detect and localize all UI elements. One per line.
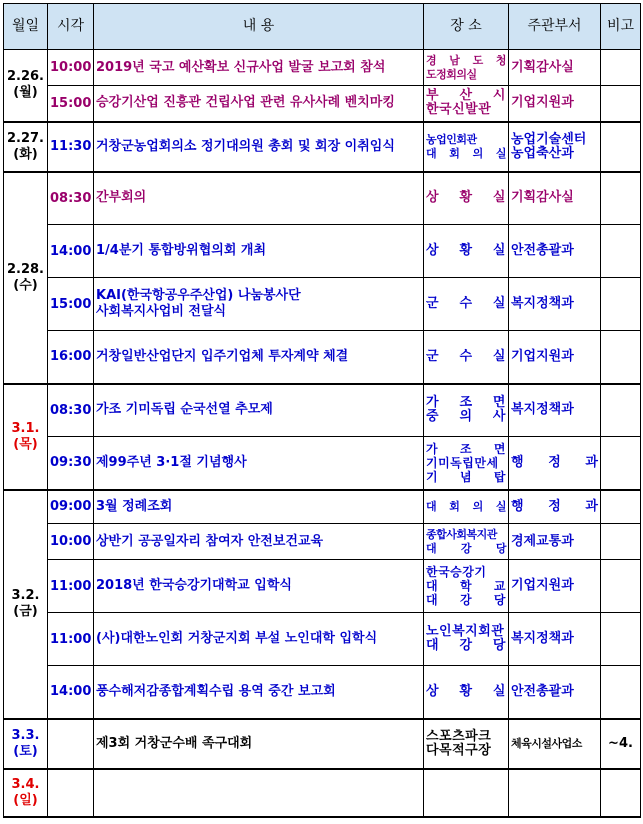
table-row xyxy=(4,719,641,769)
dept-line: 기업지원과 xyxy=(511,95,574,111)
time-cell: 16:00 xyxy=(48,331,94,384)
dept-line: 기획감사실 xyxy=(511,59,574,75)
note-cell xyxy=(601,769,641,817)
dept-line: 안전총괄과 xyxy=(511,683,574,699)
dept-line: 농업축산과 xyxy=(511,145,574,161)
dept-cell xyxy=(509,278,601,331)
place-line: 군 수 실 xyxy=(426,348,506,364)
date-cell xyxy=(4,384,48,490)
header-content: 내 용 xyxy=(94,4,424,50)
weekday-label: (월) xyxy=(13,85,38,101)
content-cell xyxy=(94,666,424,719)
table-row xyxy=(4,50,641,86)
date-label: 2.28. xyxy=(6,261,44,277)
place-line: 대 강 당 xyxy=(426,638,506,653)
content-cell xyxy=(94,613,424,666)
time-cell: 15:00 xyxy=(48,86,94,122)
date-cell xyxy=(4,719,48,769)
note-cell xyxy=(601,331,641,384)
time-cell: 11:30 xyxy=(48,122,94,172)
date-cell xyxy=(4,172,48,384)
event-content: 제99주년 3·1절 기념행사 xyxy=(96,454,247,470)
dept-line: 기획감사실 xyxy=(511,190,574,206)
place-line: 부 산 시 xyxy=(426,88,506,104)
event-content: KAI(한국항공우주산업) 나눔봉사단 사회복지사업비 전달식 xyxy=(96,288,301,319)
time-cell: 15:00 xyxy=(48,278,94,331)
place-line: 기 념 탑 xyxy=(426,469,506,484)
content-cell xyxy=(94,122,424,172)
note-cell xyxy=(601,86,641,122)
place-cell xyxy=(424,666,509,719)
place-line: 대 강 당 xyxy=(426,593,506,607)
dept-cell xyxy=(509,122,601,172)
place-line: 대 회 의 실 xyxy=(426,499,506,513)
dept-cell xyxy=(509,86,601,122)
place-line: 경 남 도 청 xyxy=(426,53,506,67)
place-line: 한국승강기 xyxy=(426,565,487,579)
place-line: 상 황 실 xyxy=(426,683,506,699)
date-cell xyxy=(4,769,48,817)
date-label: 2.27. xyxy=(6,130,44,146)
place-line: 농업인회관 xyxy=(426,132,477,146)
event-content: 2019년 국고 예산확보 신규사업 발굴 보고회 참석 xyxy=(96,59,386,75)
header-date: 월일 xyxy=(4,4,48,50)
table-row xyxy=(4,613,641,666)
place-cell xyxy=(424,172,509,225)
place-line: 상 황 실 xyxy=(426,190,506,206)
dept-line: 농업기술센터 xyxy=(511,131,587,147)
weekday-label: (목) xyxy=(13,436,38,452)
content-cell xyxy=(94,50,424,86)
note-cell xyxy=(601,50,641,86)
table-row xyxy=(4,278,641,331)
note-cell xyxy=(601,122,641,172)
date-label: 3.2. xyxy=(11,588,40,603)
event-content: 거창군농업회의소 정기대의원 총회 및 회장 이취임식 xyxy=(96,138,395,154)
content-cell xyxy=(94,524,424,560)
dept-line: 안전총괄과 xyxy=(511,243,574,258)
event-content: 승강기산업 진흥관 건립사업 관련 유사사례 벤치마킹 xyxy=(96,95,395,111)
content-cell xyxy=(94,172,424,225)
content-cell xyxy=(94,560,424,613)
place-cell xyxy=(424,225,509,278)
dept-line: 복지정책과 xyxy=(511,402,574,418)
weekday-label: (토) xyxy=(13,743,38,759)
place-line: 대 학 교 xyxy=(426,579,506,593)
note-cell xyxy=(601,278,641,331)
time-cell: 14:00 xyxy=(48,225,94,278)
date-label: 3.1. xyxy=(11,420,40,436)
event-content: 2018년 한국승강기대학교 입학식 xyxy=(96,578,292,593)
table-row xyxy=(4,384,641,437)
note-cell xyxy=(601,225,641,278)
dept-line: 행 정 과 xyxy=(511,498,598,514)
table-row xyxy=(4,225,641,278)
event-content: 거창일반산업단지 입주기업체 투자계약 체결 xyxy=(96,348,349,364)
dept-line: 복지정책과 xyxy=(511,631,574,646)
content-cell xyxy=(94,86,424,122)
date-label: 3.3. xyxy=(11,727,40,743)
place-line: 도정회의실 xyxy=(426,67,477,81)
table-row xyxy=(4,490,641,524)
time-cell: 08:30 xyxy=(48,384,94,437)
place-line: 가 조 면 xyxy=(426,441,506,456)
note-cell xyxy=(601,172,641,225)
dept-cell xyxy=(509,225,601,278)
dept-cell xyxy=(509,331,601,384)
place-cell xyxy=(424,613,509,666)
content-cell xyxy=(94,437,424,490)
place-cell xyxy=(424,769,509,817)
dept-line: 행 정 과 xyxy=(511,454,598,470)
date-label: 3.4. xyxy=(11,776,40,792)
schedule-body xyxy=(4,50,641,817)
date-cell xyxy=(4,50,48,122)
place-cell xyxy=(424,384,509,437)
place-line: 가 조 면 xyxy=(426,395,506,411)
table-row xyxy=(4,524,641,560)
event-content: 3월 정례조회 xyxy=(96,498,173,514)
event-content: 1/4분기 통합방위협의회 개최 xyxy=(96,243,267,258)
dept-cell xyxy=(509,490,601,524)
place-line: 스포츠파크 xyxy=(426,728,492,744)
header-note: 비고 xyxy=(601,4,641,50)
note-cell xyxy=(601,384,641,437)
table-row xyxy=(4,769,641,817)
dept-cell xyxy=(509,50,601,86)
dept-cell xyxy=(509,719,601,769)
content-cell xyxy=(94,719,424,769)
place-line: 노인복지회관 xyxy=(426,624,505,639)
dept-cell xyxy=(509,172,601,225)
weekday-label: (화) xyxy=(13,146,38,162)
date-cell xyxy=(4,490,48,719)
header-place: 장 소 xyxy=(424,4,509,50)
date-cell xyxy=(4,122,48,172)
content-cell xyxy=(94,769,424,817)
time-cell xyxy=(48,719,94,769)
place-cell xyxy=(424,86,509,122)
note-cell xyxy=(601,490,641,524)
note-cell xyxy=(601,524,641,560)
table-row xyxy=(4,331,641,384)
event-content: 제3회 거창군수배 족구대회 xyxy=(96,735,253,751)
dept-line: 체육시설사업소 xyxy=(511,736,582,750)
time-cell: 10:00 xyxy=(48,50,94,86)
time-cell: 14:00 xyxy=(48,666,94,719)
event-content: 풍수해저감종합계획수립 용역 중간 보고회 xyxy=(96,683,336,699)
time-cell: 08:30 xyxy=(48,172,94,225)
weekday-label: (수) xyxy=(13,277,38,293)
time-cell xyxy=(48,769,94,817)
note-cell xyxy=(601,613,641,666)
place-cell xyxy=(424,50,509,86)
time-cell: 09:00 xyxy=(48,490,94,524)
time-cell: 10:00 xyxy=(48,524,94,560)
place-line: 군 수 실 xyxy=(426,296,506,311)
place-cell xyxy=(424,122,509,172)
place-cell xyxy=(424,278,509,331)
dept-cell xyxy=(509,524,601,560)
dept-line: 복지정책과 xyxy=(511,296,574,311)
content-cell xyxy=(94,331,424,384)
note-cell: ~4. xyxy=(601,719,641,769)
content-cell xyxy=(94,490,424,524)
date-label: 2.26. xyxy=(6,69,44,85)
dept-cell xyxy=(509,560,601,613)
place-cell xyxy=(424,331,509,384)
header-dept: 주관부서 xyxy=(509,4,601,50)
note-cell xyxy=(601,437,641,490)
time-cell: 11:00 xyxy=(48,613,94,666)
place-cell xyxy=(424,719,509,769)
place-line: 한국신발관 xyxy=(426,102,492,118)
header-time: 시각 xyxy=(48,4,94,50)
place-line: 다목적구장 xyxy=(426,742,492,758)
event-content: 상반기 공공일자리 참여자 안전보건교육 xyxy=(96,533,324,549)
time-cell: 09:30 xyxy=(48,437,94,490)
dept-line: 기업지원과 xyxy=(511,578,574,593)
place-line: 기미독립만세 xyxy=(426,455,499,470)
place-line: 종합사회복지관 xyxy=(426,527,497,541)
dept-cell xyxy=(509,666,601,719)
event-content: 가조 기미독립 순국선열 추모제 xyxy=(96,402,273,418)
place-cell xyxy=(424,560,509,613)
header-row xyxy=(4,4,641,50)
dept-line: 경제교통과 xyxy=(511,533,574,549)
dept-cell xyxy=(509,769,601,817)
table-row xyxy=(4,172,641,225)
dept-cell xyxy=(509,384,601,437)
dept-line: 기업지원과 xyxy=(511,348,574,364)
table-row xyxy=(4,666,641,719)
content-cell xyxy=(94,384,424,437)
place-line: 대 회 의 실 xyxy=(426,146,506,160)
time-cell: 11:00 xyxy=(48,560,94,613)
place-cell xyxy=(424,524,509,560)
weekday-label: (일) xyxy=(13,792,38,808)
table-row xyxy=(4,560,641,613)
table-row xyxy=(4,86,641,122)
event-content: (사)대한노인회 거창군지회 부설 노인대학 입학식 xyxy=(96,631,378,646)
content-cell xyxy=(94,278,424,331)
dept-cell xyxy=(509,613,601,666)
table-row xyxy=(4,437,641,490)
schedule-table xyxy=(3,3,641,818)
place-cell xyxy=(424,490,509,524)
event-content: 간부회의 xyxy=(96,190,147,206)
place-line: 중 의 사 xyxy=(426,409,506,425)
place-line: 상 황 실 xyxy=(426,243,506,258)
content-cell xyxy=(94,225,424,278)
place-line: 대 강 당 xyxy=(426,541,506,555)
place-cell xyxy=(424,437,509,490)
dept-cell xyxy=(509,437,601,490)
note-cell xyxy=(601,666,641,719)
weekday-label: (금) xyxy=(13,604,38,619)
note-cell xyxy=(601,560,641,613)
table-row xyxy=(4,122,641,172)
